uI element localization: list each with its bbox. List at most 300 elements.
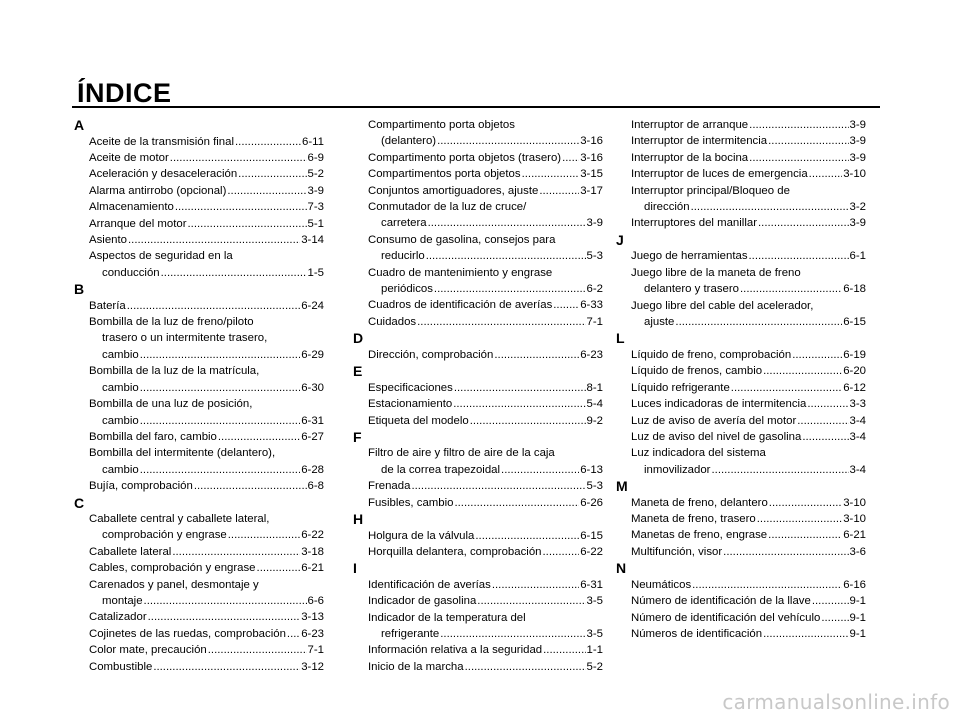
dot-leader [153, 659, 300, 675]
index-entry-line [74, 413, 324, 429]
dot-leader [411, 478, 585, 494]
entry-text: Horquilla delantera, comprobación [368, 545, 542, 558]
index-entry [353, 183, 603, 199]
entry-text: Interruptor de arranque [631, 119, 749, 131]
dot-leader [740, 281, 842, 297]
index-entry-line [616, 117, 866, 133]
entry-text: Interruptor de luces de emergencia [631, 168, 808, 181]
dot-leader [257, 560, 301, 576]
index-entry-line [616, 495, 866, 511]
index-entry [353, 396, 603, 412]
dot-leader [562, 150, 579, 166]
index-entry-line [353, 314, 603, 330]
index-entry-line [616, 248, 866, 264]
index-entry-line [616, 462, 866, 478]
dot-leader [501, 462, 579, 478]
index-column-1 [74, 117, 324, 675]
dot-leader [127, 298, 300, 314]
index-entry-line [353, 659, 603, 675]
entry-text: Batería [89, 299, 126, 312]
page-number: 3-10 [843, 168, 866, 181]
index-entry [353, 577, 603, 593]
index-entry [74, 248, 324, 281]
index-entry [616, 445, 866, 478]
page-number: 6-11 [302, 135, 324, 148]
page-number: 6-23 [301, 627, 324, 640]
index-entry [74, 445, 324, 478]
page-number: 6-31 [580, 578, 603, 591]
index-entry-line [74, 330, 324, 346]
page-number: 7-1 [586, 315, 603, 328]
index-entry [74, 429, 324, 445]
index-entry [74, 478, 324, 494]
page-number: 3-9 [849, 217, 866, 230]
page-number: 7-3 [307, 201, 324, 214]
index-entry [353, 297, 603, 313]
index-entry [74, 134, 324, 150]
section-letter: E [353, 363, 363, 380]
page-number: 6-22 [580, 545, 603, 558]
dot-leader [437, 133, 579, 149]
page-number: 6-9 [307, 151, 324, 164]
dot-leader [758, 215, 849, 231]
dot-leader [470, 413, 586, 429]
page-number: 9-1 [849, 611, 866, 624]
section-letter: M [616, 478, 628, 495]
dot-leader [763, 626, 848, 642]
dot-leader [543, 544, 580, 560]
index-entry [353, 544, 603, 560]
entry-text: Bombilla de la luz de freno/piloto [89, 316, 254, 329]
dot-leader [792, 347, 842, 363]
dot-leader [692, 577, 842, 593]
page-number: 6-15 [843, 315, 866, 328]
entry-text: Filtro de aire y filtro de aire de la caja [368, 447, 555, 460]
dot-leader [194, 478, 307, 494]
page-number: 7-1 [307, 644, 324, 657]
dot-leader [208, 642, 307, 658]
index-entry [353, 478, 603, 494]
page-number: 3-5 [586, 595, 603, 608]
page-number: 6-31 [301, 414, 324, 427]
index-entry-line [74, 544, 324, 560]
entry-text: cambio [102, 348, 139, 361]
entry-text: Cuadro de mantenimiento y engrase [368, 266, 553, 279]
index-entry-line [74, 265, 324, 281]
page-number: 3-5 [586, 628, 603, 641]
entry-text: dirección [644, 201, 690, 214]
index-entry [74, 544, 324, 560]
entry-text: Bombilla del faro, cambio [89, 430, 217, 443]
index-entry [353, 117, 603, 150]
index-entry-line [353, 347, 603, 363]
index-entry-line [616, 396, 866, 412]
index-entry-line [353, 265, 603, 281]
dot-leader [175, 199, 307, 215]
dot-leader [148, 609, 301, 625]
index-entry-line [74, 396, 324, 412]
index-entry-line [616, 265, 866, 281]
index-entry [74, 626, 324, 642]
entry-text: Información relativa a la seguridad [368, 644, 543, 657]
dot-leader [170, 150, 307, 166]
index-entry-line [353, 593, 603, 609]
entry-text: cambio [102, 414, 139, 427]
index-entry [353, 593, 603, 609]
index-entry-line [353, 396, 603, 412]
entry-text: Cuidados [368, 315, 417, 328]
entry-text: Interruptor de intermitencia [631, 135, 768, 148]
index-entry [353, 150, 603, 166]
dot-leader [161, 265, 307, 281]
index-entry [616, 577, 866, 593]
page-number: 3-15 [580, 168, 603, 181]
dot-leader [802, 429, 848, 445]
entry-text: Carenados y panel, desmontaje y [89, 578, 259, 591]
page-number: 3-2 [849, 201, 866, 214]
page-number: 1-5 [307, 266, 324, 279]
entry-text: Líquido refrigerante [631, 381, 730, 394]
page-number: 3-4 [849, 430, 866, 443]
page-number: 3-10 [843, 496, 866, 509]
index-entry-line [353, 528, 603, 544]
entry-text: Combustible [89, 660, 153, 673]
index-entry [616, 166, 866, 182]
entry-text: Especificaciones [368, 381, 453, 394]
index-entry-line [353, 297, 603, 313]
index-entry-line [353, 215, 603, 231]
dot-leader [711, 462, 848, 478]
dot-leader [128, 232, 300, 248]
page-number: 6-26 [580, 496, 603, 509]
entry-text: Multifunción, visor [631, 545, 723, 558]
entry-text: Holgura de la válvula [368, 529, 475, 542]
index-entry-line [74, 429, 324, 445]
page-number: 3-17 [580, 184, 603, 197]
page-number: 3-3 [849, 398, 866, 411]
index-entry [616, 429, 866, 445]
page-number: 8-1 [586, 381, 603, 394]
dot-leader [172, 544, 300, 560]
entry-text: Interruptor de la bocina [631, 151, 749, 164]
entry-text: Cuadros de identificación de averías [368, 299, 553, 312]
index-entry-line [74, 577, 324, 593]
index-entry [74, 511, 324, 544]
index-entry-line [74, 609, 324, 625]
page-number: 3-9 [849, 151, 866, 164]
index-entry-line [616, 183, 866, 199]
entry-text: Frenada [368, 480, 411, 493]
index-entry [353, 642, 603, 658]
dot-leader [417, 314, 585, 330]
index-entry-line [616, 577, 866, 593]
entry-text: ajuste [644, 315, 675, 328]
index-entry-line [74, 134, 324, 150]
section-letter: I [353, 560, 357, 577]
index-entry-line [74, 560, 324, 576]
entry-text: Arranque del motor [89, 217, 187, 230]
page-number: 6-28 [301, 463, 324, 476]
entry-text: Bombilla del intermitente (delantero), [89, 447, 276, 460]
page-number: 6-22 [301, 529, 324, 542]
dot-leader [454, 380, 586, 396]
index-entry-line [353, 117, 603, 133]
entry-text: Luz de aviso del nivel de gasolina [631, 430, 802, 443]
index-entry-line [616, 445, 866, 461]
dot-leader [821, 610, 848, 626]
index-entry-line [74, 527, 324, 543]
entry-text: Dirección, comprobación [368, 348, 494, 361]
index-entry-line [74, 593, 324, 609]
entry-text: Consumo de gasolina, consejos para [368, 233, 556, 246]
index-column-2 [353, 117, 603, 675]
index-entry [616, 511, 866, 527]
dot-leader [807, 396, 848, 412]
entry-text: Bombilla de la luz de la matrícula, [89, 365, 260, 378]
page-number: 3-14 [301, 233, 324, 246]
index-entry-line [616, 413, 866, 429]
index-entry [353, 413, 603, 429]
entry-text: Número de identificación del vehículo [631, 611, 821, 624]
page-number: 6-2 [586, 283, 603, 296]
dot-leader [539, 183, 579, 199]
dot-leader [768, 133, 848, 149]
index-entry-line [616, 166, 866, 182]
index-entry [353, 166, 603, 182]
index-entry [353, 265, 603, 298]
entry-text: Caballete lateral [89, 545, 172, 558]
index-entry [616, 347, 866, 363]
index-entry-line [353, 199, 603, 215]
entry-text: Bujía, comprobación [89, 480, 193, 493]
entry-text: refrigerante [381, 628, 440, 641]
entry-text: Compartimento porta objetos [368, 119, 515, 131]
section-letter: B [74, 281, 85, 298]
entry-text: Etiqueta del modelo [368, 414, 469, 427]
entry-text: trasero o un intermitente trasero, [102, 332, 268, 345]
index-entry [74, 659, 324, 675]
entry-text: Estacionamiento [368, 398, 453, 411]
index-entry-line [74, 183, 324, 199]
page-number: 3-13 [301, 611, 324, 624]
entry-text: Alarma antirrobo (opcional) [89, 184, 227, 197]
entry-text: Juego libre del cable del acelerador, [631, 299, 814, 312]
page-number: 1-1 [586, 644, 603, 657]
entry-text: Aceite de la transmisión final [89, 135, 234, 148]
index-entry-line [74, 626, 324, 642]
page-number: 6-15 [580, 529, 603, 542]
page-number: 9-1 [849, 595, 866, 608]
entry-text: Indicador de gasolina [368, 595, 477, 608]
index-entry-line [616, 527, 866, 543]
index-entry-line [353, 610, 603, 626]
index-entry [616, 298, 866, 331]
dot-leader [140, 462, 300, 478]
entry-text: montaje [102, 595, 143, 608]
entry-text: comprobación y engrase [102, 529, 227, 542]
page-number: 3-4 [849, 463, 866, 476]
dot-leader [235, 134, 301, 150]
dot-leader [809, 166, 843, 182]
index-entry-line [353, 478, 603, 494]
entry-text: Juego libre de la maneta de freno [631, 266, 801, 279]
dot-leader [227, 183, 306, 199]
index-entry [74, 199, 324, 215]
index-entry-line [353, 544, 603, 560]
entry-text: Manetas de freno, engrase [631, 529, 768, 542]
page-number: 6-33 [580, 299, 603, 312]
index-entry-line [74, 347, 324, 363]
index-entry [74, 314, 324, 363]
entry-text: Conmutador de la luz de cruce/ [368, 201, 527, 214]
index-entry [74, 609, 324, 625]
dot-leader [769, 495, 842, 511]
section-letter: J [616, 231, 624, 248]
index-entry-line [74, 462, 324, 478]
dot-leader [475, 528, 579, 544]
dot-leader [477, 593, 585, 609]
page-number: 3-9 [849, 119, 866, 131]
dot-leader [440, 626, 585, 642]
entry-text: delantero y trasero [644, 283, 739, 296]
index-entry [616, 215, 866, 231]
index-entry [616, 117, 866, 133]
entry-text: Color mate, precaución [89, 644, 207, 657]
page-number: 3-9 [586, 217, 603, 230]
index-entry-line [616, 593, 866, 609]
section-letter: C [74, 494, 85, 511]
index-entry [353, 495, 603, 511]
dot-leader [287, 626, 300, 642]
dot-leader [140, 347, 300, 363]
dot-leader [763, 363, 842, 379]
index-column-3 [616, 117, 866, 642]
index-entry-line [616, 363, 866, 379]
entry-text: Líquido de freno, comprobación [631, 348, 792, 361]
dot-leader [492, 577, 579, 593]
dot-leader [228, 527, 300, 543]
entry-text: Maneta de freno, trasero [631, 513, 756, 526]
index-entry-line [616, 281, 866, 297]
index-entry-line [74, 150, 324, 166]
entry-text: Fusibles, cambio [368, 496, 454, 509]
index-entry [74, 363, 324, 396]
index-entry-line [74, 298, 324, 314]
page-number: 6-13 [580, 463, 603, 476]
page-title: ÍNDICE [77, 78, 172, 108]
dot-leader [188, 216, 307, 232]
page-number: 6-29 [301, 348, 324, 361]
page-number: 6-8 [307, 480, 324, 493]
index-entry-line [74, 166, 324, 182]
index-entry-line [616, 544, 866, 560]
index-entry-line [74, 380, 324, 396]
dot-leader [768, 527, 842, 543]
section-letter: D [353, 330, 364, 347]
index-entry-line [353, 626, 603, 642]
dot-leader [812, 593, 849, 609]
index-entry [353, 445, 603, 478]
index-entry [353, 314, 603, 330]
page-number: 9-2 [586, 414, 603, 427]
page-number: 3-6 [849, 545, 866, 558]
index-entry [353, 347, 603, 363]
section-letter: H [353, 511, 364, 528]
entry-text: Cables, comprobación y engrase [89, 562, 256, 575]
entry-text: (delantero) [381, 135, 437, 148]
page-number: 6-19 [843, 348, 866, 361]
dot-leader [454, 495, 579, 511]
dot-leader [797, 413, 848, 429]
page-number: 3-12 [301, 660, 324, 673]
index-entry [616, 593, 866, 609]
index-entry-line [74, 659, 324, 675]
index-entry-line [353, 166, 603, 182]
index-entry [616, 610, 866, 626]
index-entry [353, 610, 603, 643]
index-entry-line [616, 199, 866, 215]
index-entry-line [74, 642, 324, 658]
entry-text: Luz indicadora del sistema [631, 447, 766, 460]
entry-text: Líquido de frenos, cambio [631, 365, 763, 378]
index-entry [74, 560, 324, 576]
page-number: 5-3 [586, 480, 603, 493]
page-number: 6-1 [849, 250, 866, 263]
page-number: 6-20 [843, 365, 866, 378]
dot-leader [465, 659, 586, 675]
page-number: 6-16 [843, 578, 866, 591]
index-entry-line [616, 150, 866, 166]
entry-text: Interruptor principal/Bloqueo de [631, 184, 790, 197]
dot-leader [749, 248, 849, 264]
index-entry [616, 527, 866, 543]
index-entry [353, 232, 603, 265]
page-number: 6-27 [301, 430, 324, 443]
index-entry-line [74, 199, 324, 215]
dot-leader [522, 166, 580, 182]
page-number: 5-1 [307, 217, 324, 230]
entry-text: Catalizador [89, 611, 147, 624]
index-entry-line [353, 413, 603, 429]
dot-leader [749, 117, 848, 133]
entry-text: Neumáticos [631, 578, 692, 591]
page-number: 3-9 [849, 135, 866, 148]
index-entry [616, 265, 866, 298]
page-number: 5-4 [586, 398, 603, 411]
section-letter: L [616, 330, 625, 347]
entry-text: cambio [102, 381, 139, 394]
index-entry [616, 150, 866, 166]
index-entry-line [616, 298, 866, 314]
page-number: 5-3 [586, 250, 603, 263]
index-entry-line [74, 248, 324, 264]
dot-leader [144, 593, 307, 609]
dot-leader [675, 314, 842, 330]
dot-leader [426, 248, 586, 264]
page-number: 3-16 [580, 151, 603, 164]
index-entry [74, 150, 324, 166]
index-entry [616, 133, 866, 149]
page-number: 6-18 [843, 283, 866, 296]
index-entry-line [616, 610, 866, 626]
index-entry-line [616, 511, 866, 527]
index-entry-line [616, 314, 866, 330]
entry-text: Compartimentos porta objetos [368, 168, 521, 181]
dot-leader [731, 380, 842, 396]
index-entry [74, 232, 324, 248]
dot-leader [757, 511, 842, 527]
page-number: 5-2 [586, 660, 603, 673]
